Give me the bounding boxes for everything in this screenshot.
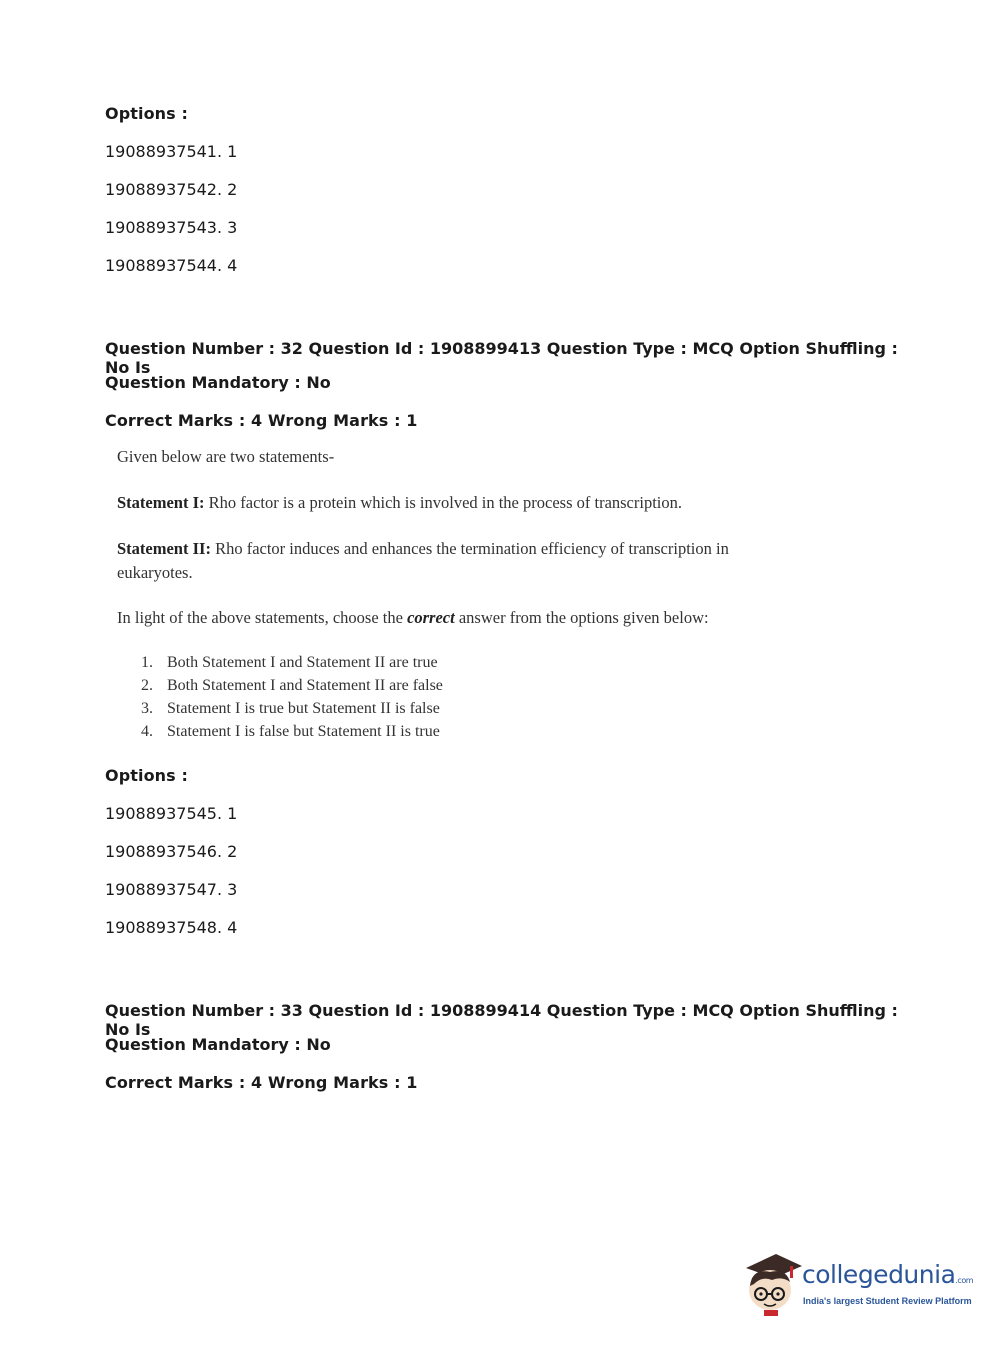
choice-number: 4. bbox=[141, 723, 153, 740]
statement-2 bbox=[117, 539, 729, 559]
choice-item bbox=[141, 723, 440, 741]
question-header: Question Number : 33 Question Id : 1908899414 Question Type : MCQ Option Shuffling : No Is bbox=[105, 1001, 898, 1039]
option-item: 19088937541. 1 bbox=[105, 142, 238, 161]
options-label: Options : bbox=[105, 104, 188, 123]
brand-text: collegedunia bbox=[802, 1260, 956, 1289]
statement-2-text: Rho factor induces and enhances the termination efficiency of transcription in bbox=[210, 539, 729, 558]
statement-2-label: Statement II: bbox=[117, 539, 211, 558]
choice-text: Both Statement I and Statement II are false bbox=[167, 677, 443, 694]
question-marks: Correct Marks : 4 Wrong Marks : 1 bbox=[105, 411, 418, 430]
question-marks: Correct Marks : 4 Wrong Marks : 1 bbox=[105, 1073, 418, 1092]
option-item: 19088937546. 2 bbox=[105, 842, 238, 861]
option-item: 19088937542. 2 bbox=[105, 180, 238, 199]
choice-number: 3. bbox=[141, 700, 153, 717]
option-item: 19088937548. 4 bbox=[105, 918, 238, 937]
brand-com: .com bbox=[955, 1276, 974, 1285]
question-intro: Given below are two statements- bbox=[117, 447, 335, 466]
option-item: 19088937544. 4 bbox=[105, 256, 238, 275]
mascot-graduate-icon bbox=[742, 1250, 804, 1320]
question-mandatory: Question Mandatory : No bbox=[105, 1035, 331, 1054]
choice-number: 1. bbox=[141, 654, 153, 671]
question-header: Question Number : 32 Question Id : 1908899413 Question Type : MCQ Option Shuffling : No Is bbox=[105, 339, 898, 377]
choice-text: Statement I is false but Statement II is true bbox=[167, 723, 440, 740]
collegedunia-logo bbox=[742, 1250, 972, 1320]
brand-tagline: India's largest Student Review Platform bbox=[803, 1296, 972, 1306]
statement-2-text-cont: eukaryotes. bbox=[117, 563, 193, 582]
question-mandatory: Question Mandatory : No bbox=[105, 373, 331, 392]
choice-text: Both Statement I and Statement II are true bbox=[167, 654, 438, 671]
prompt-post: answer from the options given below: bbox=[454, 608, 709, 627]
prompt-pre: In light of the above statements, choose the bbox=[117, 608, 408, 627]
choice-item bbox=[141, 700, 440, 718]
question-prompt bbox=[117, 608, 709, 628]
options-label: Options : bbox=[105, 766, 188, 785]
option-item: 19088937545. 1 bbox=[105, 804, 238, 823]
choice-number: 2. bbox=[141, 677, 153, 694]
brand-name bbox=[802, 1260, 973, 1289]
choice-item bbox=[141, 654, 438, 672]
choice-item bbox=[141, 677, 443, 695]
prompt-emphasis: correct bbox=[407, 608, 455, 627]
choice-text: Statement I is true but Statement II is false bbox=[167, 700, 440, 717]
option-item: 19088937543. 3 bbox=[105, 218, 238, 237]
option-item: 19088937547. 3 bbox=[105, 880, 238, 899]
statement-1 bbox=[117, 493, 682, 513]
statement-1-label: Statement I: bbox=[117, 493, 205, 512]
statement-1-text: Rho factor is a protein which is involved in the process of transcription. bbox=[204, 493, 683, 512]
